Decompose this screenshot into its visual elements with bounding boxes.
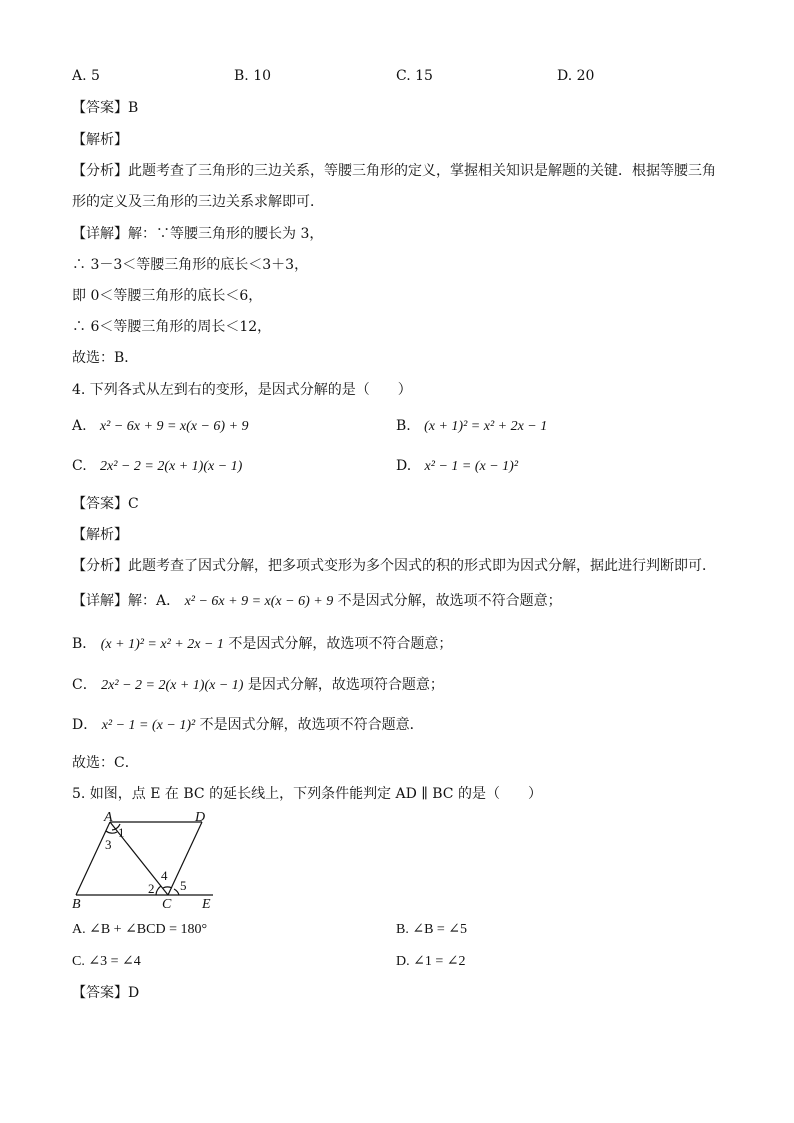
q4-detail-b-suffix: 不是因式分解，故选项不符合题意； [228,636,453,652]
q3-analysis-line-1: 【分析】此题考查了三角形的三边关系，等腰三角形的定义，掌握相关知识是解题的关键．根据等腰三角 [72,163,716,179]
q4-detail-a-expr: x² − 6x + 9 = x(x − 6) + 9 [184,594,334,609]
q5-stem: 5. 如图，点 E 在 BC 的延长线上，下列条件能判定 AD ∥ BC 的是（ ） [72,786,542,802]
q4-option-c-expr: 2x² − 2 = 2(x + 1)(x − 1) [100,459,243,474]
q3-choice: 故选：B． [72,350,139,366]
q4-option-b-expr: (x + 1)² = x² + 2x − 1 [424,419,548,434]
q4-detail-d-prefix: D． [72,717,98,733]
q5-answer: 【答案】D [72,985,140,1001]
figure-label-b: B [72,897,81,910]
angle-label-2: 2 [148,881,155,896]
q4-choice: 故选：C． [72,755,139,771]
segment-ab [76,822,110,895]
angle-label-4: 4 [161,868,168,883]
figure-label-d: D [195,810,206,825]
q4-detail-a-suffix: 不是因式分解，故选项不符合题意； [337,593,562,609]
q3-option-a: A. 5 [72,68,100,84]
q4-detail-c-prefix: C． [72,677,97,693]
q5-figure [68,810,218,910]
q4-option-a [72,416,249,437]
q4-option-a-label: A. [72,418,87,434]
q5-option-b: B. ∠B = ∠5 [396,922,468,937]
q4-detail-a-prefix: 【详解】解：A． [72,593,181,609]
q4-detail-d [72,715,424,736]
q3-analysis-header: 【解析】 [72,132,128,148]
q4-detail-c-suffix: 是因式分解，故选项符合题意； [247,677,444,693]
q3-option-d: D. 20 [557,68,595,84]
figure-label-e: E [202,897,211,910]
q4-option-c-label: C. [72,458,87,474]
angle-label-1: 1 [118,825,125,840]
q4-option-d [396,456,518,477]
angle-label-5: 5 [180,878,187,893]
q4-option-c [72,456,242,477]
q4-option-b [396,416,547,437]
q4-answer: 【答案】C [72,496,139,512]
q3-option-b: B. 10 [234,68,272,84]
q4-detail-d-suffix: 不是因式分解，故选项不符合题意． [199,717,424,733]
q3-analysis-line-2: 形的定义及三角形的三边关系求解即可． [72,194,324,210]
q4-option-b-label: B. [396,418,411,434]
figure-label-a: A [104,810,113,825]
q3-detail-line-4: ∴ 6＜等腰三角形的周长＜12， [72,319,272,335]
q4-detail-a [72,591,562,612]
q3-detail-line-2: ∴ 3－3＜等腰三角形的底长＜3＋3， [72,257,309,273]
q5-option-d: D. ∠1 = ∠2 [396,954,466,969]
angle-arc-3 [106,831,117,833]
q5-option-c: C. ∠3 = ∠4 [72,954,141,969]
q4-detail-b-expr: (x + 1)² = x² + 2x − 1 [100,637,224,652]
q4-option-d-label: D. [396,458,412,474]
q4-option-d-expr: x² − 1 = (x − 1)² [424,459,519,474]
q3-option-c: C. 15 [396,68,433,84]
q4-analysis: 【分析】此题考查了因式分解，把多项式变形为多个因式的积的形式即为因式分解，据此进行判断即可． [72,558,716,574]
angle-arc-5 [174,889,179,895]
angle-label-3: 3 [105,837,112,852]
figure-label-c: C [162,897,172,910]
q4-option-a-expr: x² − 6x + 9 = x(x − 6) + 9 [99,419,249,434]
q4-detail-c [72,675,444,696]
q5-option-a: A. ∠B + ∠BCD = 180° [72,922,208,937]
angle-arc-2 [156,886,161,895]
q4-detail-b-prefix: B． [72,636,97,652]
q3-answer: 【答案】B [72,100,139,116]
q4-detail-d-expr: x² − 1 = (x − 1)² [101,718,196,733]
q4-detail-b [72,634,452,655]
angle-arc-4 [163,887,172,888]
q4-stem: 4. 下列各式从左到右的变形，是因式分解的是（ ） [72,382,412,398]
q4-analysis-header: 【解析】 [72,527,128,543]
q4-detail-c-expr: 2x² − 2 = 2(x + 1)(x − 1) [101,678,244,693]
q3-detail-line-3: 即 0＜等腰三角形的底长＜6， [72,288,263,304]
q3-detail-line-1: 【详解】解：∵等腰三角形的腰长为 3， [72,226,324,242]
